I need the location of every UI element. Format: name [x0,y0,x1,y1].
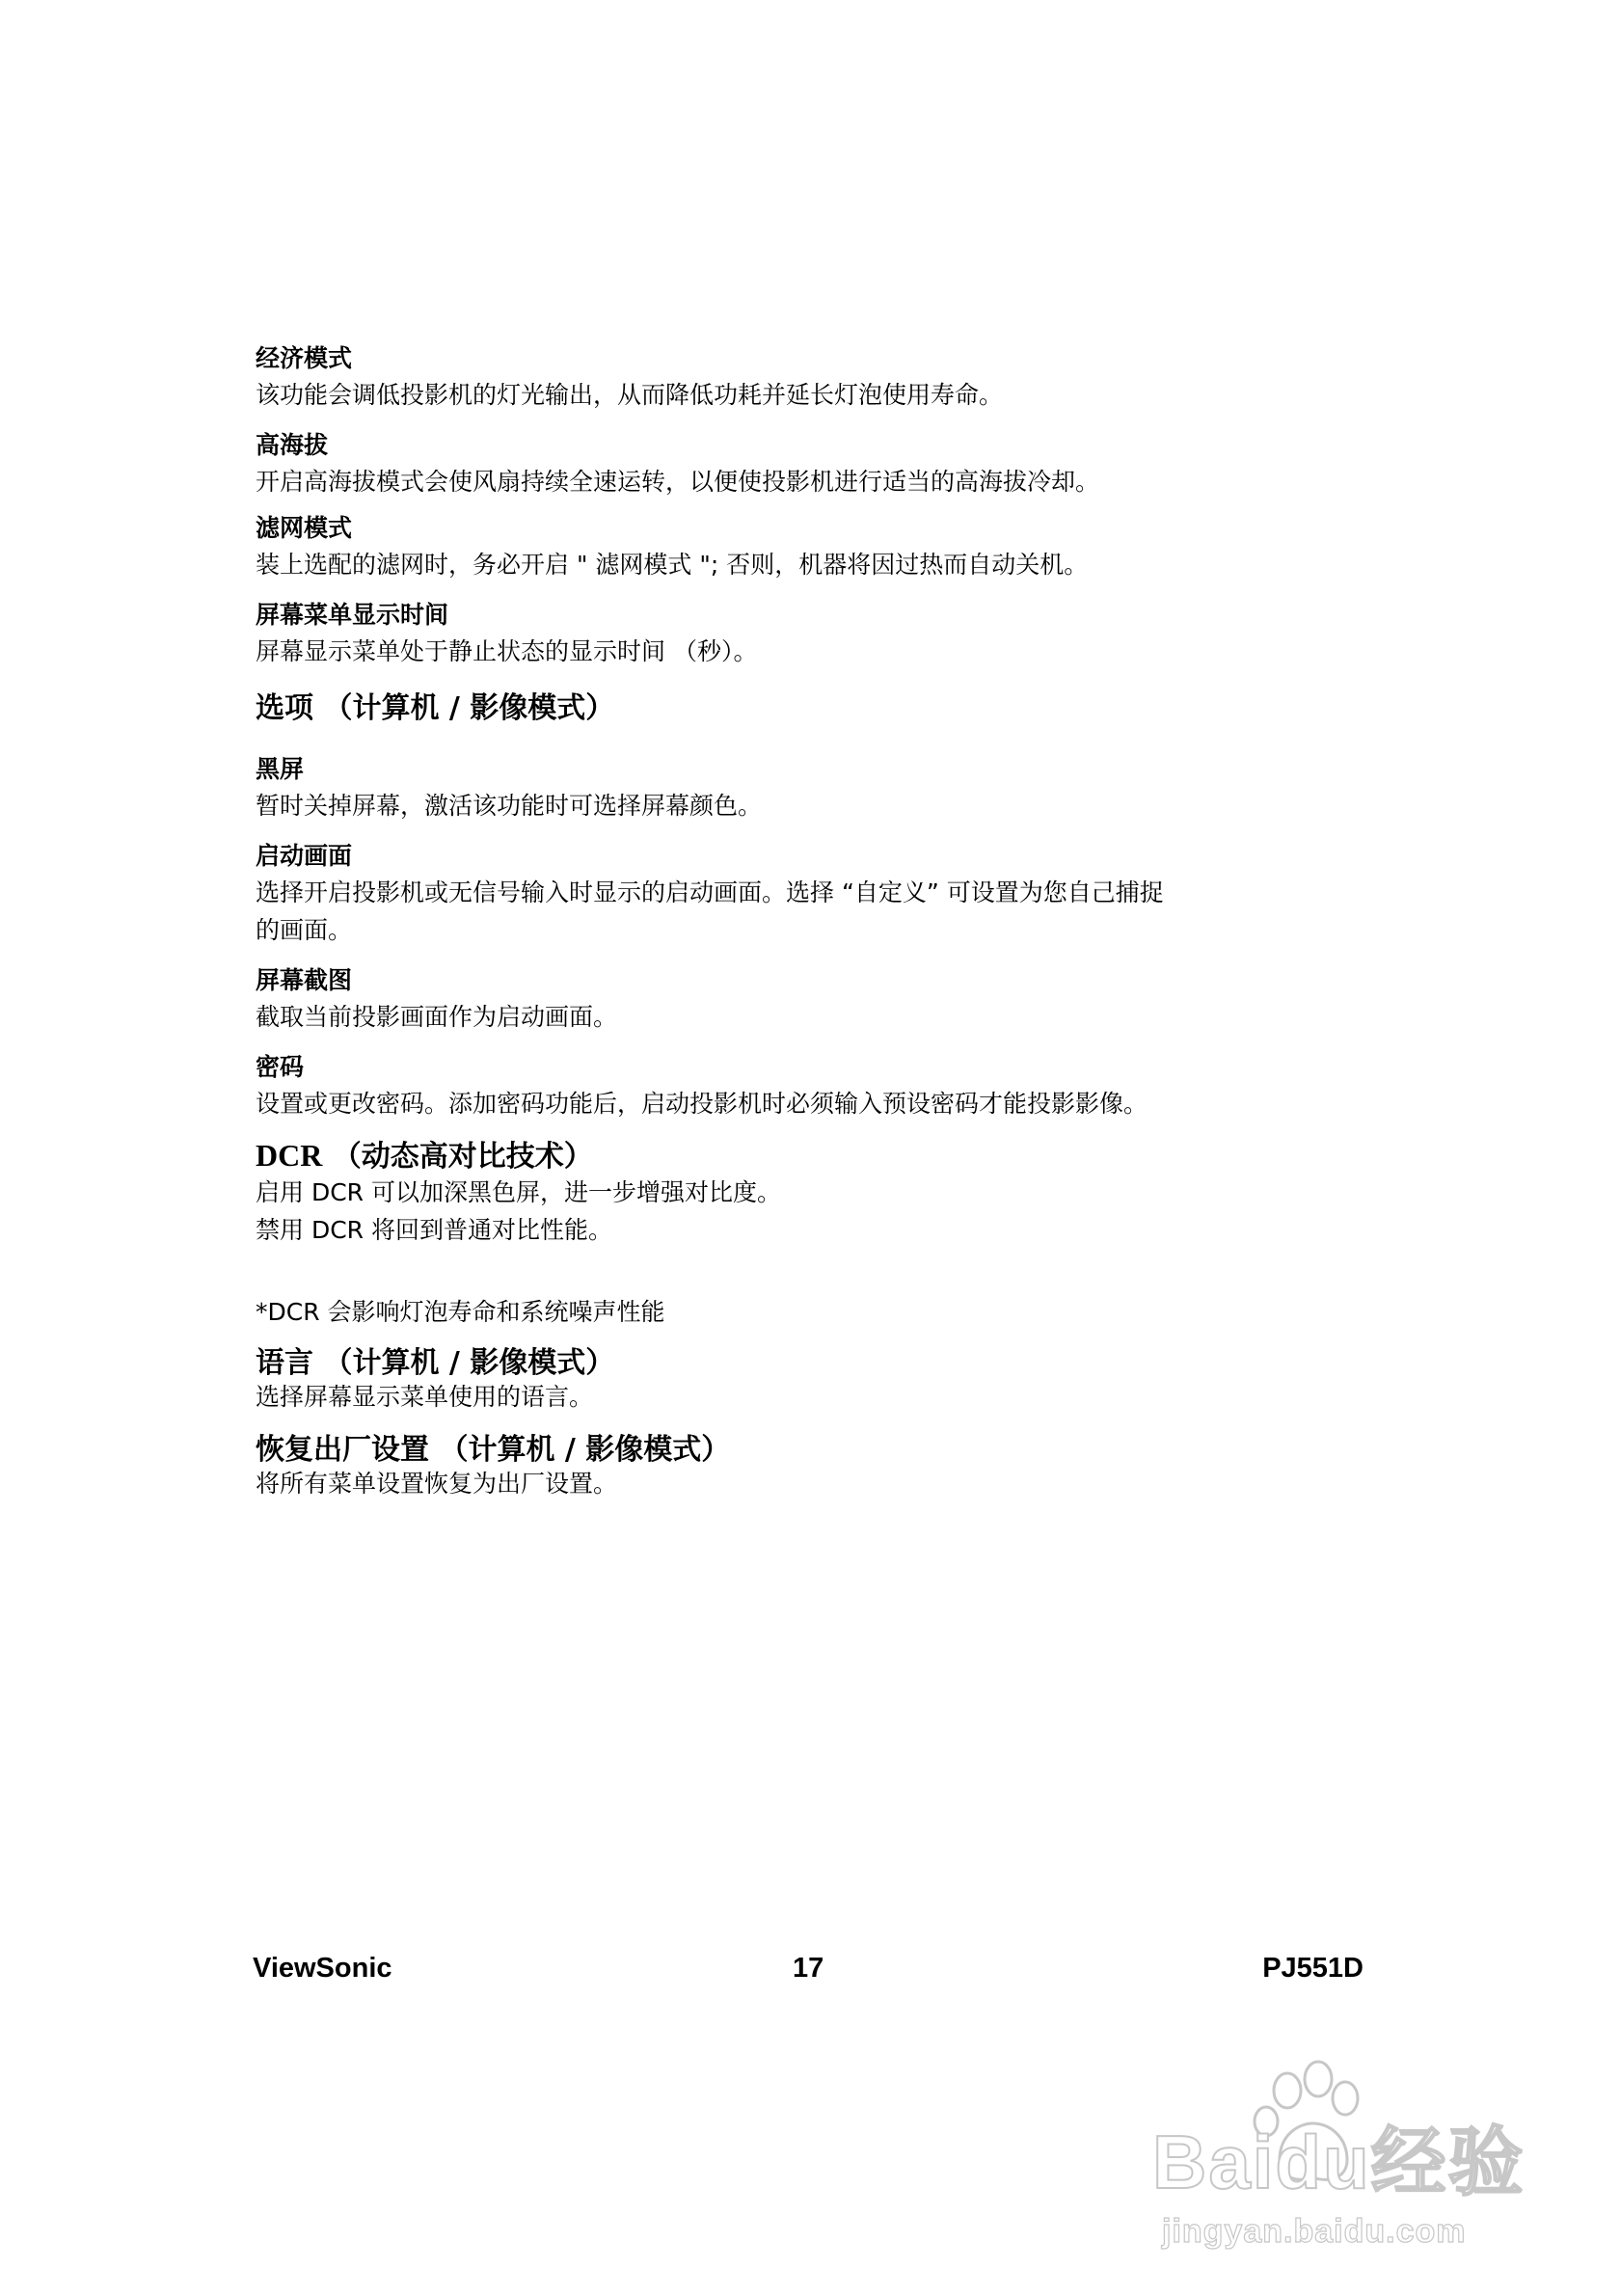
entry-title: 屏幕截图 [256,966,353,994]
dcr-disable-line: 禁用 DCR 将回到普通对比性能。 [256,1216,612,1244]
options-heading: 选项 （计算机 / 影像模式） [256,691,615,725]
entry-high-altitude [256,429,1393,499]
footer-brand: ViewSonic [253,1953,392,1984]
entry-title: 黑屏 [256,755,305,783]
page-content [256,342,1393,1500]
entry-description: 选择屏幕显示菜单使用的语言。 [256,1383,594,1411]
entry-osd-timeout [256,599,1393,668]
baidu-jingyan-watermark [1152,2054,1557,2285]
entry-description: 该功能会调低投影机的灯光输出，从而降低功耗并延长灯泡使用寿命。 [256,381,1004,409]
entry-title: 经济模式 [256,344,353,372]
dcr-enable-line: 启用 DCR 可以加深黑色屏，进一步增强对比度。 [256,1178,781,1206]
watermark-url: jingyan.baidu.com [1162,2213,1467,2250]
entry-blank-screen [256,753,1393,823]
footer-model: PJ551D [1262,1953,1364,1984]
page-footer [253,1953,1364,1991]
reset-heading: 恢复出厂设置 （计算机 / 影像模式） [256,1433,731,1467]
entry-description: 将所有菜单设置恢复为出厂设置。 [256,1470,618,1498]
entry-eco-mode [256,342,1393,412]
footer-page-number: 17 [793,1953,824,1984]
entry-title: 密码 [256,1053,305,1081]
entry-title: 高海拔 [256,431,329,459]
entry-description: 开启高海拔模式会使风扇持续全速运转，以便使投影机进行适当的高海拔冷却。 [256,468,1100,496]
entry-description: 屏幕显示菜单处于静止状态的显示时间 （秒）。 [256,637,758,665]
entry-description: 设置或更改密码。添加密码功能后，启动投影机时必须输入预设密码才能投影影像。 [256,1090,1148,1118]
entry-description: 装上选配的滤网时，务必开启 " 滤网模式 "; 否则，机器将因过热而自动关机。 [256,551,1089,579]
entry-description: 暂时关掉屏幕，激活该功能时可选择屏幕颜色。 [256,792,763,820]
language-heading: 语言 （计算机 / 影像模式） [256,1346,615,1380]
dcr-heading-rest: （动态高对比技术） [322,1140,593,1174]
entry-description-line-2: 的画面。 [256,916,353,944]
dcr-heading-prefix: DCR [256,1138,323,1173]
entry-title: 滤网模式 [256,514,353,542]
entry-factory-reset [256,1431,1393,1500]
dcr-note: *DCR 会影响灯泡寿命和系统噪声性能 [256,1298,665,1326]
dcr-heading [256,1136,1393,1176]
entry-splash-screen [256,840,1393,947]
entry-description-line-1: 选择开启投影机或无信号输入时显示的启动画面。选择 “自定义” 可设置为您自己捕捉 [256,878,1164,906]
watermark-brand: Baidu经验 [1152,2120,1526,2204]
entry-title: 屏幕菜单显示时间 [256,601,449,629]
entry-language [256,1344,1393,1414]
entry-filter-mode [256,512,1393,581]
entry-description: 截取当前投影画面作为启动画面。 [256,1003,618,1031]
entry-title: 启动画面 [256,842,353,870]
entry-dcr [256,1136,1393,1329]
entry-password [256,1051,1393,1121]
entry-screen-capture [256,964,1393,1034]
